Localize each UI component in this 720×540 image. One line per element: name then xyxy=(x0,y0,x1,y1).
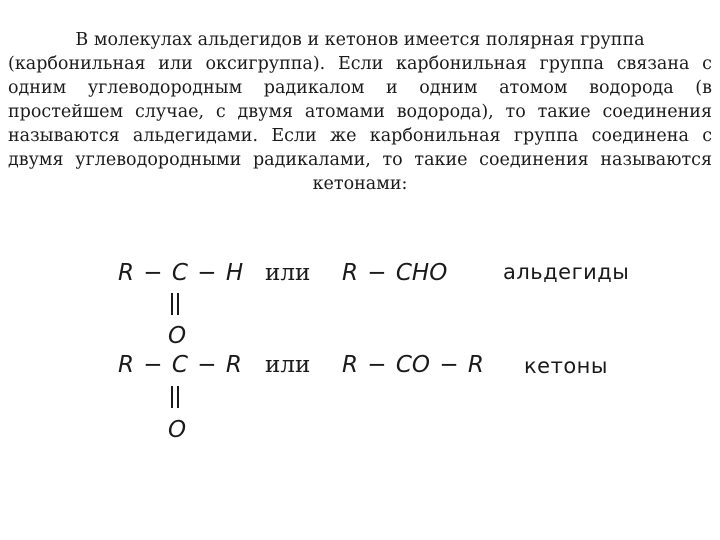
aldehyde-double-bond xyxy=(171,293,179,315)
aldehyde-condensed-formula: R − CHO xyxy=(342,260,448,286)
aldehyde-or-word: или xyxy=(265,260,311,286)
aldehyde-oxygen: O xyxy=(168,323,187,349)
paragraph-line: кетонами: xyxy=(312,174,408,194)
ketone-double-bond xyxy=(171,386,179,408)
intro-paragraph xyxy=(8,28,712,196)
paragraph-line: одним углеводородным радикалом и одним атомом водорода (в xyxy=(8,78,712,98)
ketones-label: кетоны xyxy=(524,354,608,378)
aldehydes-label: альдегиды xyxy=(503,260,630,284)
paragraph-line: В молекулах альдегидов и кетонов имеется полярная группа xyxy=(75,30,645,50)
ketone-condensed-formula: R − CO − R xyxy=(342,352,484,378)
ketone-oxygen: O xyxy=(168,417,187,443)
paragraph-line: простейшем случае, с двумя атомами водорода), то такие соединения xyxy=(8,102,712,122)
ketone-or-word: или xyxy=(265,352,311,378)
ketone-structural-formula: R − C − R xyxy=(118,352,242,378)
paragraph-line: (карбонильная или оксигруппа). Если карбонильная группа связана с xyxy=(8,54,712,74)
paragraph-line: называются альдегидами. Если же карбонильная группа соединена с xyxy=(8,126,712,146)
paragraph-line: двумя углеводородными радикалами, то такие соединения называются xyxy=(8,150,712,170)
aldehyde-structural-formula: R − C − H xyxy=(118,260,244,286)
